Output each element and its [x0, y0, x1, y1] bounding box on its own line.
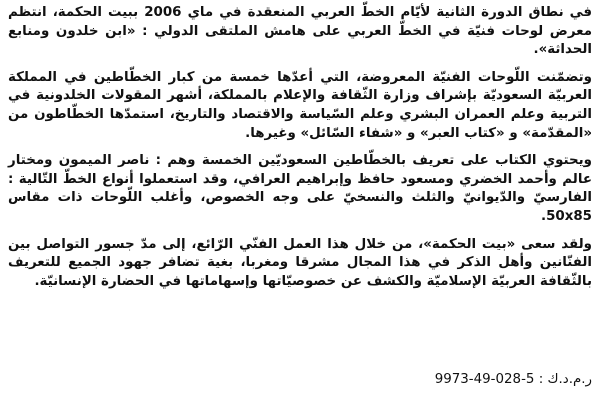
isbn-line: ر.م.د.ك : 5-028-49-9973 [434, 372, 592, 388]
paragraph-intro: في نطاق الدورة الثانية لأيّام الخطّ العربي المنعقدة في ماي 2006 ببيت الحكمة، انتظم معرض لوحات فنيّة في الخطّ العربي على هامش الملتقى الدولي : «ابن خلدون ومنابع الحداثة». [8, 5, 592, 58]
paragraph-calligraphers: ويحتوي الكتاب على تعريف بالخطّاطين السعوديّين الخمسة وهم : ناصر الميمون ومختار عالم وأحمد الخضري ومسعود حافظ وإبراهيم العرافي، وقد استعملوا أنواع الخطّ التّالية : الفارسيّ والدّيوانيّ والثلث والنسخيّ على وجه الخصوص، وأغلب اللّوحات ذات مقاس 50x85. [8, 153, 592, 224]
paragraph-paintings: وتضمّنت اللّوحات الفنيّة المعروضة، التي أعدّها خمسة من كبار الخطّاطين في المملكة العربيّة السعوديّة بإشراف وزارة الثّقافة والإعلام بالمملكة، أشهر المقولات الخلدونية في التربية وعلم العمران البشري وعلم السّياسة والاقتصاد والتاريخ، استمدّها الخطّاطون من «المقدّمة» و «كتاب العبر» و «شفاء السّائل» وغيرها. [8, 69, 592, 141]
paragraph-bayt-al-hikma: ولقد سعى «بيت الحكمة»، من خلال هذا العمل الفنّي الرّائع، إلى مدّ جسور التواصل بين الفنّانين وأهل الذكر في هذا المجال مشرقا ومغربا، بغية تضافر جهود الجميع للتعريف بالثّقافة العربيّة الإسلاميّة والكشف عن خصوصيّاتها وإسهاماتها في الحضارة الإنسانيّة. [8, 236, 592, 289]
